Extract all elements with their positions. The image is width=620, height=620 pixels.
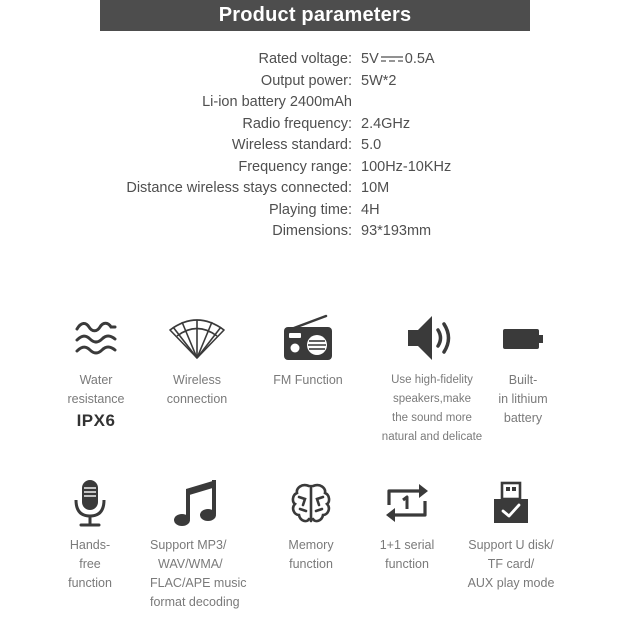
param-row bbox=[0, 51, 620, 73]
brain-memory-icon bbox=[289, 481, 333, 525]
feature-label: Wireless connection bbox=[166, 373, 228, 406]
section-header bbox=[100, 0, 530, 31]
param-row bbox=[0, 180, 620, 202]
feature-battery bbox=[485, 309, 561, 428]
radio-icon bbox=[282, 314, 334, 362]
usb-disk-icon bbox=[490, 481, 532, 525]
feature-usb-tf-aux bbox=[458, 474, 564, 593]
param-value: 10M bbox=[361, 180, 390, 196]
param-value: 4H bbox=[361, 201, 380, 218]
rating-badge: IPX6 bbox=[76, 411, 116, 430]
param-label: Radio frequency: bbox=[242, 115, 352, 132]
feature-label: Support U disk/ TF card/ AUX play mode bbox=[467, 538, 555, 590]
param-value: 93*193mm bbox=[361, 223, 432, 239]
feature-label: 1+1 serial function bbox=[379, 538, 435, 571]
feature-memory bbox=[266, 474, 356, 574]
feature-speaker bbox=[369, 309, 495, 447]
param-row bbox=[0, 116, 620, 138]
repeat-one-icon bbox=[383, 481, 431, 525]
param-label: Playing time: bbox=[268, 201, 352, 218]
param-row bbox=[0, 159, 620, 181]
battery-icon bbox=[501, 325, 545, 351]
param-value: 100Hz-10KHz bbox=[361, 158, 452, 175]
feature-label: Use high-fidelity speakers,make the sound more natural and delicate bbox=[381, 374, 483, 443]
microphone-icon bbox=[70, 478, 110, 528]
param-row bbox=[0, 223, 620, 245]
feature-serial bbox=[364, 474, 450, 574]
param-label: Frequency range: bbox=[238, 158, 352, 175]
param-label: Dimensions: bbox=[272, 223, 352, 239]
speaker-volume-icon bbox=[406, 313, 458, 363]
dc-symbol-icon bbox=[380, 54, 404, 64]
feature-label: Water resistance bbox=[67, 373, 125, 406]
param-label: Li-ion battery 2400mAh bbox=[202, 94, 352, 110]
water-waves-icon bbox=[73, 318, 119, 358]
parameters-list bbox=[0, 51, 620, 245]
param-label: Rated voltage: bbox=[258, 51, 352, 67]
param-row bbox=[0, 73, 620, 95]
param-row bbox=[0, 137, 620, 159]
feature-wireless bbox=[152, 309, 242, 409]
music-note-icon bbox=[170, 477, 220, 529]
param-value: 2.4GHz bbox=[361, 115, 411, 132]
param-label: Output power: bbox=[260, 72, 352, 89]
param-value: 5W*2 bbox=[361, 72, 397, 89]
feature-hands-free bbox=[50, 474, 130, 593]
param-row bbox=[0, 202, 620, 224]
feature-fm bbox=[262, 309, 354, 390]
feature-music-formats bbox=[138, 474, 252, 612]
param-label: Distance wireless stays connected: bbox=[126, 180, 352, 196]
param-value: 5.0 bbox=[361, 137, 382, 153]
feature-label: Support MP3/ WAV/WMA/ FLAC/APE music format decoding bbox=[150, 538, 247, 609]
param-row bbox=[0, 94, 620, 116]
page-title: Product parameters bbox=[218, 4, 412, 26]
feature-label: Memory function bbox=[288, 538, 334, 571]
feature-label: Built- in lithium battery bbox=[498, 373, 548, 425]
param-value: 5V 0.5A bbox=[361, 51, 435, 67]
wireless-signal-icon bbox=[168, 316, 226, 360]
feature-label: Hands- free function bbox=[68, 538, 112, 590]
feature-water-resistance bbox=[52, 309, 140, 431]
param-label: Wireless standard: bbox=[231, 137, 352, 153]
feature-label: FM Function bbox=[273, 373, 343, 387]
